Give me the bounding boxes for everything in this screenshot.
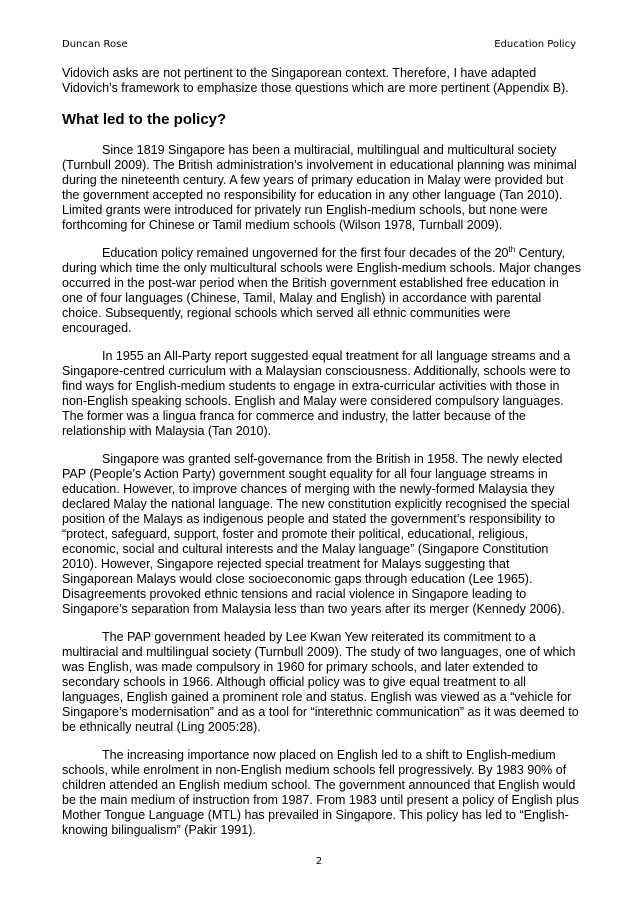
paragraph-5: The PAP government headed by Lee Kwan Yew reiterated its commitment to a multiracial and multilingual society (Turnbull 2009). The study of two languages, one of which was English, was made compulsory in 1960 for primary schools, and later extended to secondary schools in 1966. Although official policy was to give equal treatment to all languages, English gained a prominent role and status. English was viewed as a “vehicle for Singapore’s modernisation” and as a tool for “interethnic communication” as it was deemed to be ethnically neutral (Ling 2005:28). xyxy=(62,630,579,734)
page-header xyxy=(62,39,576,50)
paragraph-3: In 1955 an All-Party report suggested equal treatment for all language streams and a Singapore-centred curriculum with a Malaysian consciousness. Additionally, schools were to find ways for English-medium students to engage in extra-curricular activities with those in non-English speaking schools. English and Malay were considered compulsory languages. The former was a lingua franca for commerce and industry, the latter because of the relationship with Malaysia (Tan 2010). xyxy=(62,349,571,438)
header-title: Education Policy xyxy=(494,39,576,50)
paragraph-2-after: Century, during which time the only multicultural schools were English-medium schools. Major changes occurred in the post-war period when the British government established free education in one of four languages (Chinese, Tamil, Malay and English) in accordance with parental choice. Subsequently, regional schools which served all ethnic communities were encouraged. xyxy=(62,246,581,335)
paragraph-4: Singapore was granted self-governance from the British in 1958. The newly elected PAP (People’s Action Party) government sought equality for all four language streams in education. However, to improve chances of merging with the newly-formed Malaysia they declared Malay the national language. The new constitution explicitly recognised the special position of the Malays as indigenous people and stated the government’s responsibility to “protect, safeguard, support, foster and promote their political, educational, religious, economic, social and cultural interests and the Malay language” (Singapore Constitution 2010). However, Singapore rejected special treatment for Malays suggesting that Singaporean Malays would close socioeconomic gaps through education (Lee 1965). Disagreements provoked ethnic tensions and racial violence in Singapore leading to Singapore’s separation from Malaysia less than two years after its merger (Kennedy 2006). xyxy=(62,452,570,616)
paragraph-2-superscript: th xyxy=(508,244,516,254)
page-number: 2 xyxy=(315,856,323,867)
paragraph-6: The increasing importance now placed on English led to a shift to English-medium schools, while enrolment in non-English medium schools fell progressively. By 1983 90% of children attended an English medium school. The government announced that English would be the main medium of instruction from 1987. From 1983 until present a policy of English plus Mother Tongue Language (MTL) has prevailed in Singapore. This policy has led to “English-knowing bilingualism” (Pakir 1991). xyxy=(62,748,579,837)
paragraph-1: Since 1819 Singapore has been a multiracial, multilingual and multicultural society (Turnbull 2009). The British administration’s involvement in educational planning was minimal during the nineteenth century. A few years of primary education in Malay were provided but the government accepted no responsibility for education in any other language (Tan 2010). Limited grants were introduced for privately run English-medium schools, but none were forthcoming for Chinese or Tamil medium schools (Wilson 1978, Turnball 2009). xyxy=(62,143,577,232)
page-body xyxy=(62,66,582,838)
paragraph-2-before: Education policy remained ungoverned for the first four decades of the 20 xyxy=(102,246,509,260)
intro-paragraph: Vidovich asks are not pertinent to the Singaporean context. Therefore, I have adapted Vidovich’s framework to emphasize those questions which are more pertinent (Appendix B). xyxy=(62,66,569,95)
section-heading: What led to the policy? xyxy=(62,111,227,128)
header-author: Duncan Rose xyxy=(62,39,128,50)
paragraph-2 xyxy=(62,246,582,336)
